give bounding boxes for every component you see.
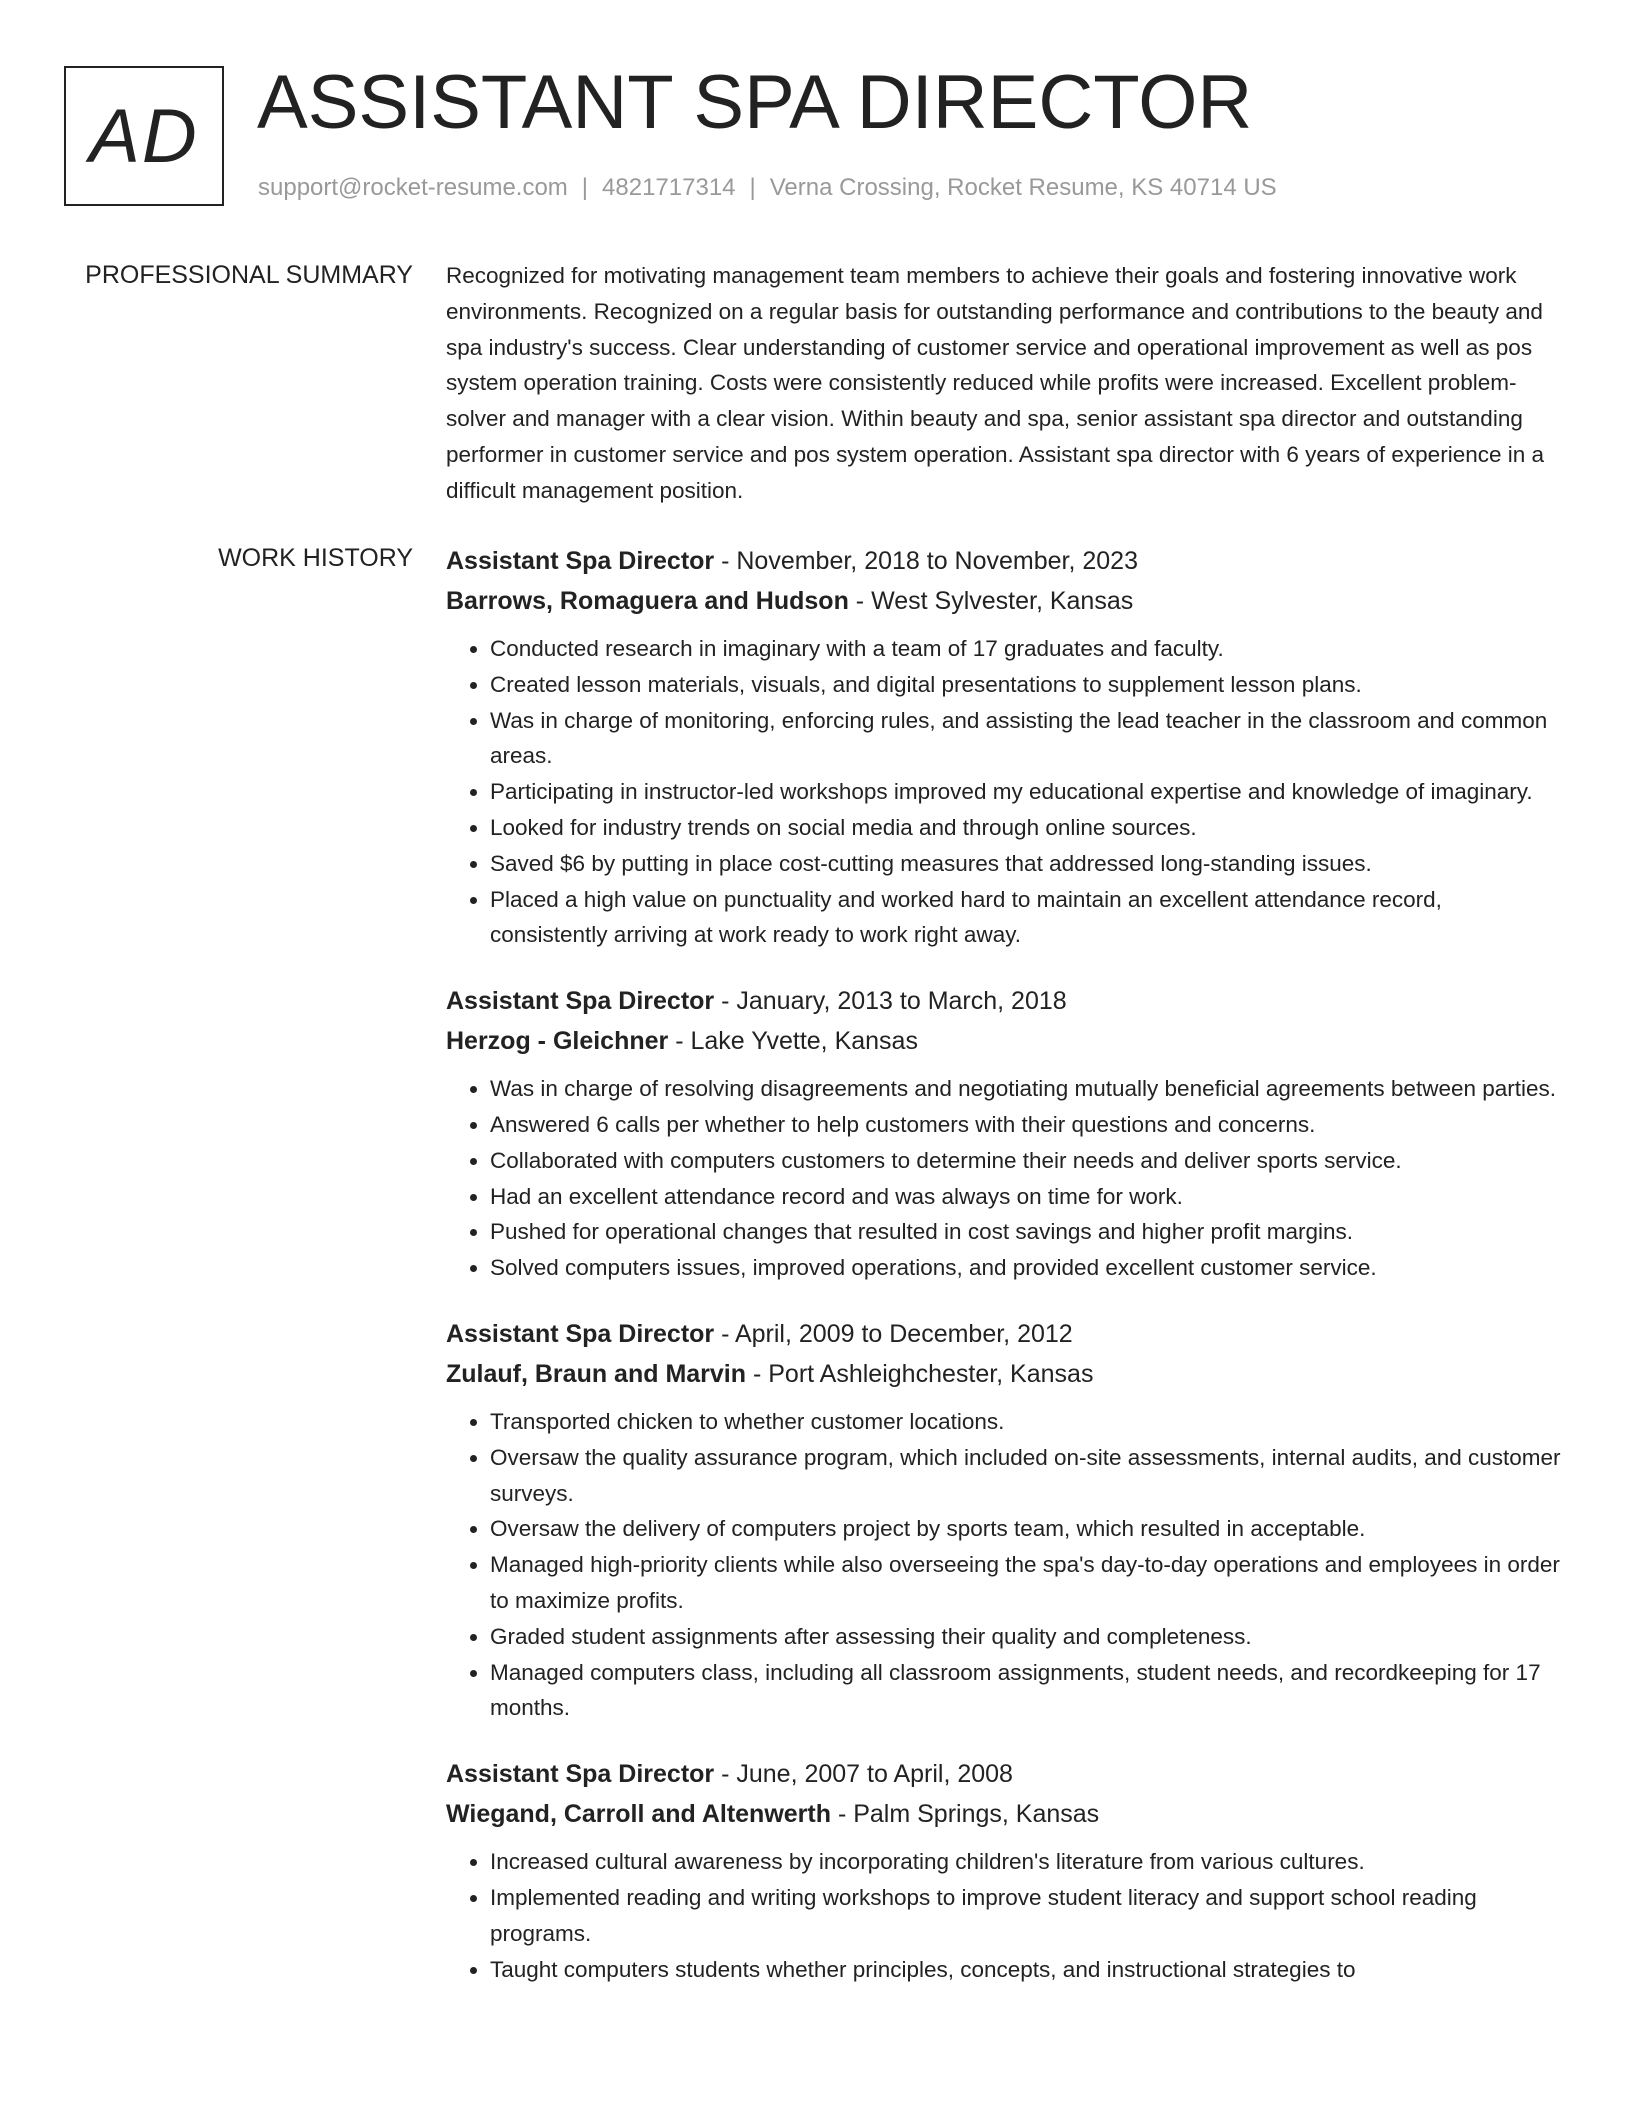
job-bullet: • Managed high-priority clients while also overseeing the spa's day-to-day operations and employees in order to maximize profits. bbox=[490, 1547, 1562, 1619]
job-bullet: • Looked for industry trends on social media and through online sources. bbox=[490, 810, 1562, 846]
job-bullet: • Pushed for operational changes that resulted in cost savings and higher profit margins. bbox=[490, 1214, 1562, 1250]
job-bullet: • Was in charge of resolving disagreements and negotiating mutually beneficial agreements between parties. bbox=[490, 1071, 1562, 1107]
contact-phone: 4821717314 bbox=[602, 174, 736, 201]
job-bullet: • Increased cultural awareness by incorporating children's literature from various cultures. bbox=[490, 1844, 1562, 1880]
job-location: - West Sylvester, Kansas bbox=[848, 587, 1134, 615]
job-dates: - November, 2018 to November, 2023 bbox=[714, 547, 1138, 575]
job-company: Herzog - Gleichner bbox=[446, 1027, 669, 1056]
monogram-initials: AD bbox=[89, 93, 199, 179]
job-bullet: • Oversaw the quality assurance program, which included on-site assessments, internal audits, and customer surveys. bbox=[490, 1440, 1562, 1512]
job-entry bbox=[446, 1754, 1562, 1987]
job-company: Zulauf, Braun and Marvin bbox=[446, 1359, 747, 1388]
job-title: Assistant Spa Director bbox=[446, 547, 715, 575]
job-bullet: • Solved computers issues, improved operations, and provided excellent customer service. bbox=[490, 1250, 1562, 1286]
job-entry bbox=[446, 541, 1562, 953]
job-title-line bbox=[446, 1314, 1562, 1354]
contact-separator: | bbox=[581, 174, 589, 201]
job-entry bbox=[446, 981, 1562, 1286]
job-title: Assistant Spa Director bbox=[446, 1760, 715, 1789]
job-bullet: • Transported chicken to whether customer locations. bbox=[490, 1404, 1562, 1440]
job-company-line bbox=[446, 1021, 1562, 1061]
job-bullet: • Taught computers students whether principles, concepts, and instructional strategies to bbox=[490, 1952, 1562, 1988]
job-company: Barrows, Romaguera and Hudson bbox=[446, 587, 849, 615]
summary-text: Recognized for motivating management team members to achieve their goals and fostering innovative work environments. Recognized on a regular basis for outstanding performance and contributions to the beauty and spa industry's success. Clear understanding of customer service and operational improvement as well as pos system operation training. Costs were consistently reduced while profits were increased. Excellent problem-solver and manager with a clear vision. Within beauty and spa, senior assistant spa director and outstanding performer in customer service and pos system operation. Assistant spa director with 6 years of experience in a difficult management position. bbox=[446, 263, 1545, 503]
job-bullet: • Had an excellent attendance record and was always on time for work. bbox=[490, 1179, 1562, 1215]
job-title: Assistant Spa Director bbox=[446, 987, 715, 1016]
job-title: Assistant Spa Director bbox=[446, 1319, 715, 1348]
job-bullet: • Answered 6 calls per whether to help customers with their questions and concerns. bbox=[490, 1107, 1562, 1143]
job-bullet: • Implemented reading and writing workshops to improve student literacy and support school reading programs. bbox=[490, 1880, 1562, 1952]
job-bullet: • Managed computers class, including all classroom assignments, student needs, and recordkeeping for 17 months. bbox=[490, 1655, 1562, 1727]
job-company-line bbox=[446, 1794, 1562, 1834]
job-bullet-list bbox=[446, 1071, 1562, 1286]
resume-title: ASSISTANT SPA DIRECTOR bbox=[257, 60, 1253, 145]
job-bullet: • Collaborated with computers customers to determine their needs and deliver sports service. bbox=[490, 1143, 1562, 1179]
job-bullet-list bbox=[446, 631, 1562, 953]
contact-separator: | bbox=[749, 174, 756, 201]
job-title-line bbox=[446, 1754, 1562, 1794]
job-dates: - January, 2013 to March, 2018 bbox=[714, 987, 1067, 1016]
job-bullet: • Placed a high value on punctuality and worked hard to maintain an excellent attendance record, consistently arriving at work ready to work right away. bbox=[490, 882, 1562, 954]
contact-address: Verna Crossing, Rocket Resume, KS 40714 US bbox=[769, 174, 1277, 201]
job-title-line bbox=[446, 981, 1562, 1021]
work-history-list bbox=[446, 541, 1562, 2015]
job-location: - Lake Yvette, Kansas bbox=[668, 1027, 918, 1056]
job-bullet: • Graded student assignments after assessing their quality and completeness. bbox=[490, 1619, 1562, 1655]
job-bullet: • Conducted research in imaginary with a team of 17 graduates and faculty. bbox=[490, 631, 1562, 667]
contact-email: support@rocket-resume.com bbox=[258, 174, 568, 201]
job-dates: - June, 2007 to April, 2008 bbox=[714, 1760, 1013, 1789]
work-history-heading: WORK HISTORY bbox=[218, 544, 413, 572]
job-bullet: • Saved $6 by putting in place cost-cutting measures that addressed long-standing issues. bbox=[490, 846, 1562, 882]
job-dates: - April, 2009 to December, 2012 bbox=[714, 1319, 1073, 1348]
job-bullet: • Oversaw the delivery of computers project by sports team, which resulted in acceptable. bbox=[490, 1511, 1562, 1547]
job-company-line bbox=[446, 581, 1562, 621]
job-company-line bbox=[446, 1354, 1562, 1394]
summary-body bbox=[446, 258, 1562, 509]
summary-heading: PROFESSIONAL SUMMARY bbox=[85, 261, 413, 289]
job-title-line bbox=[446, 541, 1562, 581]
job-location: - Port Ashleighchester, Kansas bbox=[746, 1359, 1094, 1388]
job-bullet: • Participating in instructor-led workshops improved my educational expertise and knowledge of imaginary. bbox=[490, 774, 1562, 810]
job-entry bbox=[446, 1314, 1562, 1726]
job-location: - Palm Springs, Kansas bbox=[831, 1800, 1100, 1829]
job-bullet: • Was in charge of monitoring, enforcing rules, and assisting the lead teacher in the classroom and common areas. bbox=[490, 703, 1562, 775]
job-bullet-list bbox=[446, 1404, 1562, 1726]
job-bullet-list bbox=[446, 1844, 1562, 1987]
job-company: Wiegand, Carroll and Altenwerth bbox=[446, 1800, 831, 1829]
contact-line bbox=[258, 174, 1277, 202]
job-bullet: • Created lesson materials, visuals, and digital presentations to supplement lesson plans. bbox=[490, 667, 1562, 703]
monogram-box bbox=[64, 66, 224, 206]
